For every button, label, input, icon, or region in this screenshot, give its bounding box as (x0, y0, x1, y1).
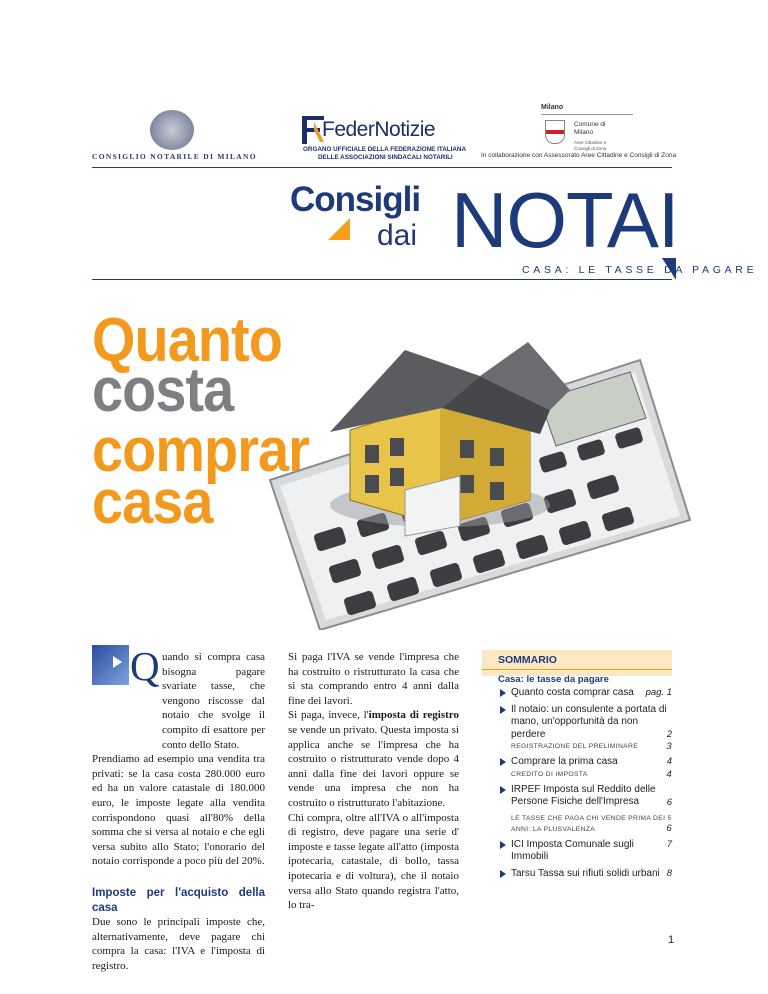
article-column-1 (92, 650, 265, 973)
sommario-item[interactable]: IRPEF Imposta sul Reddito delle Persone Fisiche dell'Impresa 6 (482, 784, 672, 809)
masthead-blue-triangle (662, 258, 676, 280)
sommario-item[interactable]: Quanto costa comprar casa pag. 1 (482, 687, 672, 700)
masthead-consigli: Consigli (290, 180, 421, 219)
collaborazione-note: In collaborazione con Assessorato Aree Cittadine e Consigli di Zona (481, 152, 677, 159)
header-divider (92, 167, 672, 168)
sommario-subitem[interactable]: CREDITO DI IMPOSTA 4 (511, 768, 672, 780)
sommario-subitem[interactable]: REGISTRAZIONE DEL PRELIMINARE 3 (511, 741, 672, 752)
triangle-bullet-icon (500, 841, 506, 849)
masthead-orange-triangle (328, 218, 350, 240)
federnotizie-name: FederNotizie (322, 118, 436, 141)
sommario-item[interactable]: Tarsu Tassa sui rifiuti solidi urbani 8 (482, 868, 672, 881)
section-title: Imposte per l'acquisto della casa (92, 886, 265, 914)
headline-line-2: costa (92, 356, 234, 425)
masthead-notai: NOTAI (451, 176, 679, 264)
triangle-bullet-icon (500, 689, 506, 697)
milano-aree-label: Aree Cittadine e Consigli di Zona (574, 140, 607, 151)
dropcap-letter: Q (130, 643, 160, 689)
headline-line-3: comprar (92, 416, 309, 485)
headline-line-4: casa (92, 468, 213, 537)
masthead-subtitle: CASA: LE TASSE DA PAGARE (522, 264, 758, 276)
sommario-item[interactable]: Il notaio: un consulente a portata di mano, un'opportunità da non perdere 2 (482, 704, 672, 742)
article-paragraph-3: Due sono le principali imposte che, alternativamente, deve pagare chi compra la casa: l'IVA e l'imposta di registro. (92, 916, 265, 972)
sommario-title: SOMMARIO (482, 650, 672, 670)
triangle-bullet-icon (500, 706, 506, 714)
headline-line-1: Quanto (92, 306, 282, 375)
consiglio-notarile-label: CONSIGLIO NOTARILE DI MILANO (92, 152, 257, 161)
imposta-di-registro-bold: imposta di registro (368, 709, 459, 722)
milano-divider (541, 114, 633, 115)
sommario-subitem[interactable]: LE TASSE CHE PAGA CHI VENDE PRIMA DEI 5 ANNI: LA PLUSVALENZA 6 (511, 814, 672, 834)
sommario (482, 650, 672, 880)
column2-paragraph-1: Si paga l'IVA se vende l'impresa che ha costruito o ristrutturato la casa che si sta comprando entro 4 anni dalla fine dei lavori. (288, 651, 459, 707)
milano-comune-label: Comune di Milano (574, 121, 606, 136)
article-intro: uando si compra casa bisogna pagare svariate tasse, che vengono riscosse dal notaio che svolge il compito di esattore per conto dello Stato. (162, 651, 265, 751)
consiglio-notarile-seal (150, 110, 194, 150)
milano-crest-icon (545, 120, 565, 144)
triangle-bullet-icon (500, 758, 506, 766)
federnotizie-subtitle-2: DELLE ASSOCIAZIONI SINDACALI NOTARILI (318, 154, 453, 161)
federnotizie-subtitle-1: ORGANO UFFICIALE DELLA FEDERAZIONE ITALIANA (303, 146, 467, 153)
column2-paragraph-3: Chi compra, oltre all'IVA o all'imposta di registro, deve pagare una serie d' imposte e tasse legate all'atto (imposta ipotecaria, catastale, di bollo, tassa ipotecaria e di voltura), che il notaio versa allo Stato quando registra l'atto, lo tra- (288, 811, 459, 912)
triangle-bullet-icon (500, 786, 506, 794)
masthead-dai: dai (377, 219, 418, 252)
sommario-subtitle: Casa: le tasse da pagare (498, 674, 609, 685)
column2-paragraph-2: Si paga, invece, l'imposta di registro se vende un privato. Questa imposta si applica anche se l'impresa che ha costruito o ristrutturato vende dopo 4 anni dalla fine dei lavori oppure se vende una impresa che non ha costruito o ristrutturato l'abitazione. (288, 709, 459, 809)
house-on-calculator-illustration (210, 330, 710, 630)
article-column-2 (288, 650, 459, 913)
sommario-item[interactable]: Comprare la prima casa 4 (482, 756, 672, 769)
triangle-bullet-icon (500, 870, 506, 878)
masthead-rule (92, 279, 672, 280)
page-number: 1 (668, 934, 675, 946)
sommario-item[interactable]: ICI Imposta Comunale sugli Immobili 7 (482, 839, 672, 864)
article-paragraph-2: Prendiamo ad esempio una vendita tra privati: se la casa costa 280.000 euro ed ha un valore catastale di 180.000 euro, le imposte legate alla vendita corrispondono quasi all'80% della somma che si versa al notaio e che egli versa subito allo Stato; l'onorario del notaio corrisponde a poco più del 20%. (92, 753, 265, 868)
milano-title: Milano (541, 104, 564, 111)
